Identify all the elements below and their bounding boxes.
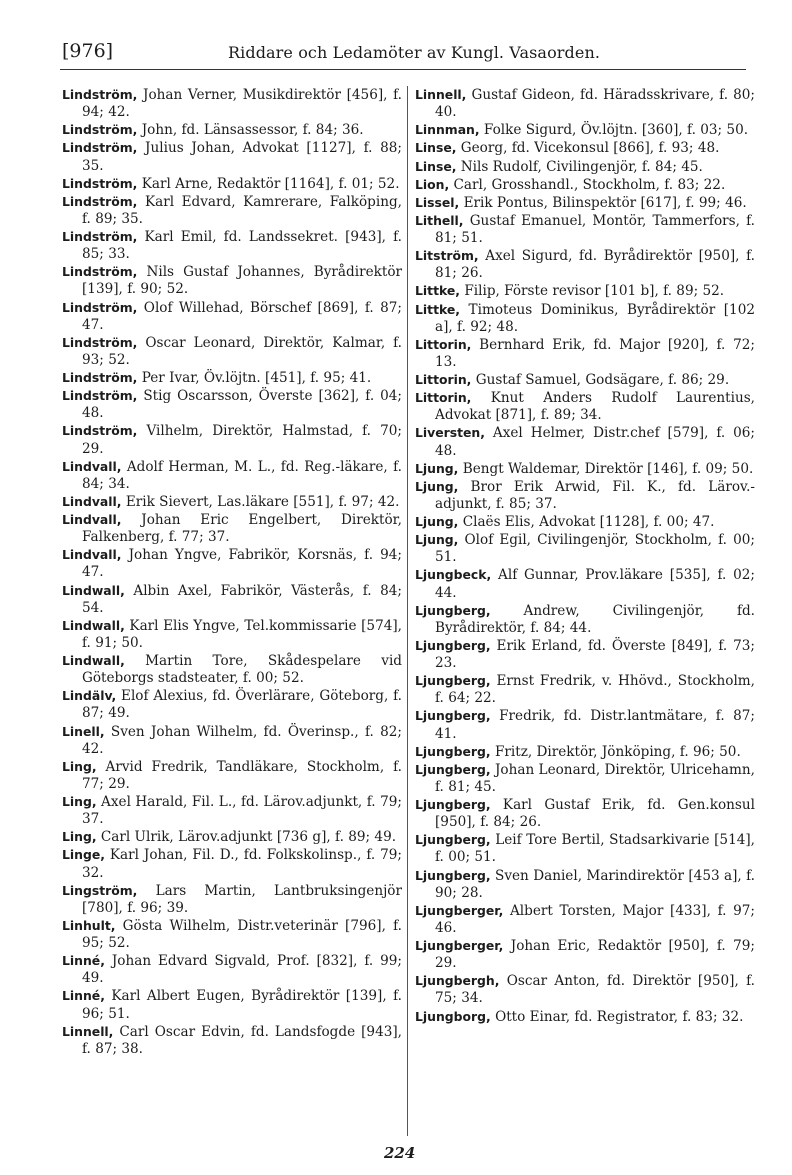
register-entry — [62, 299, 402, 334]
column-divider — [407, 86, 408, 1136]
right-column — [415, 86, 755, 1026]
entry-surname: Ljungberg, — [415, 708, 491, 724]
register-entry — [415, 566, 755, 601]
entry-surname: Linse, — [415, 140, 457, 156]
register-entry — [62, 617, 402, 652]
entry-surname: Lindström, — [62, 299, 138, 315]
entry-details: Karl Elis Yngve, Tel.kommissarie [574], f. 91; 50. — [82, 617, 402, 651]
entry-surname: Littke, — [415, 301, 461, 317]
folio-number: 224 — [384, 1144, 416, 1162]
register-entry — [62, 546, 402, 581]
entry-surname: Lindström, — [62, 264, 138, 280]
entry-details: Johan Leonard, Direktör, Ulricehamn, f. 81; 45. — [435, 761, 755, 795]
register-entry — [415, 158, 755, 176]
entry-surname: Lindvall, — [62, 493, 122, 509]
entry-details: Gustaf Gideon, fd. Häradsskrivare, f. 80; 40. — [435, 87, 755, 121]
entry-details: Karl Edvard, Kamrerare, Falköping, f. 89; 35. — [82, 193, 402, 227]
register-entry — [415, 139, 755, 157]
entry-surname: Lindälv, — [62, 688, 117, 704]
register-entry — [62, 758, 402, 793]
entry-details: Claës Elis, Advokat [1128], f. 00; 47. — [462, 514, 715, 530]
entry-surname: Ljungborg, — [415, 1008, 491, 1024]
entry-surname: Ljungberg, — [415, 743, 491, 759]
register-entry — [62, 422, 402, 457]
entry-details: Karl Arne, Redaktör [1164], f. 01; 52. — [141, 175, 400, 192]
entry-surname: Linnell, — [415, 87, 467, 102]
register-entry — [415, 478, 755, 513]
entry-details: Knut Anders Rudolf Laurentius, Advokat [871], f. 89; 34. — [435, 390, 756, 424]
entry-surname: Lindström, — [62, 175, 138, 191]
register-entry — [62, 582, 402, 617]
entry-details: Axel Sigurd, fd. Byrådirektör [950], f. 81; 26. — [435, 248, 755, 282]
entry-details: Bengt Waldemar, Direktör [146], f. 09; 50. — [462, 460, 754, 477]
entry-details: Andrew, Civilingenjör, fd. Byrådirektör, f. 84; 44. — [435, 602, 755, 636]
entry-surname: Lindström, — [62, 87, 138, 102]
entry-surname: Ljungberg, — [415, 673, 491, 689]
register-entry — [415, 282, 755, 300]
register-entry — [62, 369, 402, 387]
register-entry — [415, 761, 755, 796]
entry-surname: Lion, — [415, 176, 450, 192]
entry-details: Ernst Fredrik, v. Hhövd., Stockholm, f. 64; 22. — [435, 673, 755, 707]
entry-details: Johan Eric Engelbert, Direktör, Falkenberg, f. 77; 37. — [82, 512, 402, 546]
register-entry — [62, 193, 402, 228]
left-column — [62, 86, 402, 1058]
entry-details: Filip, Förste revisor [101 b], f. 89; 52. — [464, 283, 725, 300]
register-entry — [62, 511, 402, 546]
entry-details: Martin Tore, Skådespelare vid Göteborgs stadsteater, f. 00; 52. — [82, 653, 402, 687]
entry-details: Sven Johan Wilhelm, fd. Överinsp., f. 82; 42. — [82, 723, 403, 757]
entry-details: Karl Albert Eugen, Byrådirektör [139], f. 96; 51. — [82, 988, 402, 1022]
page-number: [976] — [62, 40, 114, 62]
entry-surname: Lindvall, — [62, 512, 122, 527]
entry-details: Karl Johan, Fil. D., fd. Folkskolinsp., f. 79; 32. — [82, 847, 402, 881]
register-entry — [62, 121, 402, 139]
register-entry — [62, 493, 402, 511]
entry-details: Gustaf Emanuel, Montör, Tammerfors, f. 81; 51. — [435, 212, 755, 246]
register-entry — [415, 1008, 755, 1026]
entry-details: Bernhard Erik, fd. Major [920], f. 72; 13. — [435, 336, 755, 370]
entry-surname: Lindström, — [62, 334, 138, 350]
register-entry — [62, 952, 402, 987]
register-entry — [62, 334, 402, 369]
entry-surname: Liversten, — [415, 425, 485, 441]
register-entry — [415, 176, 755, 194]
entry-details: Gösta Wilhelm, Distr.veterinär [796], f. 95; 52. — [82, 917, 402, 951]
entry-surname: Ljung, — [415, 532, 459, 548]
entry-details: Axel Harald, Fil. L., fd. Lärov.adjunkt, f. 79; 37. — [82, 794, 402, 828]
register-entry — [415, 389, 755, 424]
register-entry — [415, 121, 755, 139]
register-entry — [415, 867, 755, 902]
register-entry — [62, 882, 402, 917]
entry-details: Axel Helmer, Distr.chef [579], f. 06; 48. — [435, 425, 756, 459]
register-entry — [415, 194, 755, 212]
entry-details: Vilhelm, Direktör, Halmstad, f. 70; 29. — [82, 423, 402, 457]
running-title: Riddare och Ledamöter av Kungl. Vasaorden. — [228, 43, 601, 62]
register-entry — [62, 175, 402, 193]
entry-surname: Lindström, — [62, 229, 138, 244]
register-entry — [415, 937, 755, 972]
entry-surname: Linge, — [62, 847, 105, 863]
entry-surname: Ljungberger, — [415, 902, 504, 918]
register-entry — [415, 972, 755, 1007]
entry-surname: Ling, — [62, 829, 97, 845]
register-entry — [62, 139, 402, 174]
entry-details: Johan Edvard Sigvald, Prof. [832], f. 99; 49. — [82, 953, 402, 987]
register-entry — [62, 723, 402, 758]
entry-details: Albert Torsten, Major [433], f. 97; 46. — [435, 902, 755, 936]
entry-details: Bror Erik Arwid, Fil. K., fd. Lärov.-adjunkt, f. 85; 37. — [435, 478, 755, 512]
entry-details: Carl Ulrik, Lärov.adjunkt [736 g], f. 89; 49. — [100, 829, 397, 846]
register-entry — [415, 247, 755, 282]
register-entry — [415, 513, 755, 531]
register-entry — [62, 687, 402, 722]
entry-surname: Lithell, — [415, 212, 464, 228]
entry-surname: Lindström, — [62, 370, 138, 385]
register-entry — [62, 846, 402, 881]
entry-surname: Linné, — [62, 988, 105, 1004]
entry-surname: Lindström, — [62, 388, 138, 404]
register-entry — [415, 672, 755, 707]
register-entry — [415, 707, 755, 742]
entry-details: Oscar Leonard, Direktör, Kalmar, f. 93; 52. — [82, 334, 402, 368]
entry-surname: Linse, — [415, 158, 457, 174]
entry-details: Erik Erland, fd. Överste [849], f. 73; 23. — [435, 637, 755, 671]
entry-surname: Ljungberg, — [415, 602, 491, 618]
entry-details: Johan Verner, Musikdirektör [456], f. 94; 42. — [82, 87, 402, 121]
entry-surname: Ljungbergh, — [415, 973, 500, 989]
register-entry — [415, 301, 755, 336]
entry-surname: Ljungbeck, — [415, 567, 492, 583]
register-entry — [415, 86, 755, 121]
header-rule — [60, 69, 746, 70]
entry-details: Arvid Fredrik, Tandläkare, Stockholm, f. 77; 29. — [82, 758, 402, 792]
entry-details: Karl Gustaf Erik, fd. Gen.konsul [950], f. 84; 26. — [435, 797, 755, 831]
entry-details: Leif Tore Bertil, Stadsarkivarie [514], f. 00; 51. — [435, 832, 755, 866]
entry-surname: Ljung, — [415, 460, 459, 476]
entry-details: Erik Pontus, Bilinspektör [617], f. 99; 46. — [463, 194, 747, 211]
entry-surname: Ljungberg, — [415, 797, 491, 812]
register-entry — [415, 531, 755, 566]
entry-details: Stig Oscarsson, Överste [362], f. 04; 48. — [82, 388, 402, 422]
entry-surname: Ljungberg, — [415, 637, 491, 653]
entry-surname: Ling, — [62, 794, 97, 809]
entry-details: Carl Oscar Edvin, fd. Landsfogde [943], f. 87; 38. — [82, 1023, 402, 1057]
entry-details: John, fd. Länsassessor, f. 84; 36. — [141, 122, 364, 139]
entry-details: Gustaf Samuel, Godsägare, f. 86; 29. — [475, 372, 730, 388]
register-entry — [415, 602, 755, 637]
entry-details: Olof Willehad, Börschef [869], f. 87; 47. — [82, 299, 402, 333]
entry-details: Julius Johan, Advokat [1127], f. 88; 35. — [82, 140, 402, 174]
register-entry — [62, 652, 402, 687]
entry-details: Lars Martin, Lantbruksingenjör [780], f. 96; 39. — [82, 882, 402, 916]
register-entry — [62, 987, 402, 1022]
entry-surname: Littorin, — [415, 390, 472, 406]
entry-details: Folke Sigurd, Öv.löjtn. [360], f. 03; 50. — [483, 122, 749, 139]
entry-surname: Lindwall, — [62, 653, 125, 668]
entry-surname: Linell, — [62, 723, 105, 739]
entry-details: Carl, Grosshandl., Stockholm, f. 83; 22. — [453, 176, 726, 193]
entry-surname: Lissel, — [415, 194, 460, 210]
entry-details: Karl Emil, fd. Landssekret. [943], f. 85; 33. — [82, 229, 402, 263]
entry-surname: Linhult, — [62, 917, 116, 933]
entry-details: Adolf Herman, M. L., fd. Reg.-läkare, f. 84; 34. — [82, 458, 402, 492]
register-entry — [415, 831, 755, 866]
entry-details: Nils Rudolf, Civilingenjör, f. 84; 45. — [460, 158, 703, 175]
entry-details: Johan Eric, Redaktör [950], f. 79; 29. — [435, 938, 755, 972]
entry-surname: Ljungberg, — [415, 832, 491, 848]
entry-details: Oscar Anton, fd. Direktör [950], f. 75; 34. — [435, 973, 755, 1007]
register-entry — [415, 424, 755, 459]
entry-details: Nils Gustaf Johannes, Byrådirektör [139], f. 90; 52. — [82, 264, 403, 298]
register-entry — [415, 371, 755, 389]
entry-details: Alf Gunnar, Prov.läkare [535], f. 02; 44. — [435, 567, 755, 601]
entry-surname: Lingström, — [62, 882, 138, 898]
entry-surname: Lindström, — [62, 122, 138, 138]
entry-details: Otto Einar, fd. Registrator, f. 83; 32. — [495, 1008, 744, 1025]
entry-surname: Lindström, — [62, 140, 138, 156]
entry-details: Erik Sievert, Las.läkare [551], f. 97; 42. — [125, 493, 400, 510]
register-entry — [415, 460, 755, 478]
entry-details: Johan Yngve, Fabrikör, Korsnäs, f. 94; 47. — [82, 547, 402, 581]
entry-surname: Lindström, — [62, 193, 138, 209]
entry-surname: Lindvall, — [62, 547, 122, 563]
entry-surname: Litström, — [415, 248, 479, 264]
entry-surname: Lindström, — [62, 423, 138, 439]
entry-details: Elof Alexius, fd. Överlärare, Göteborg, f. 87; 49. — [82, 688, 402, 722]
entry-surname: Littorin, — [415, 372, 472, 387]
register-entry — [62, 228, 402, 263]
entry-details: Sven Daniel, Marindirektör [453 a], f. 90; 28. — [435, 867, 755, 901]
entry-surname: Lindwall, — [62, 617, 125, 633]
register-entry — [62, 793, 402, 828]
register-entry — [62, 86, 402, 121]
register-entry — [62, 458, 402, 493]
register-entry — [415, 796, 755, 831]
entry-surname: Littke, — [415, 283, 461, 299]
entry-surname: Linné, — [62, 953, 105, 969]
register-entry — [62, 263, 402, 298]
register-entry — [415, 212, 755, 247]
entry-details: Timoteus Dominikus, Byrådirektör [102 a], f. 92; 48. — [435, 301, 755, 335]
entry-surname: Littorin, — [415, 336, 472, 352]
entry-details: Olof Egil, Civilingenjör, Stockholm, f. 00; 51. — [435, 532, 755, 566]
entry-surname: Linnell, — [62, 1023, 114, 1039]
entry-surname: Ljungberger, — [415, 938, 504, 953]
entry-details: Georg, fd. Vicekonsul [866], f. 93; 48. — [460, 140, 720, 157]
entry-surname: Ling, — [62, 758, 97, 774]
entry-surname: Lindwall, — [62, 582, 125, 598]
entry-details: Per Ivar, Öv.löjtn. [451], f. 95; 41. — [141, 370, 372, 386]
register-entry — [415, 743, 755, 761]
register-entry — [415, 637, 755, 672]
register-entry — [62, 1023, 402, 1058]
entry-surname: Lindvall, — [62, 458, 122, 474]
register-entry — [62, 387, 402, 422]
entry-surname: Ljungberg, — [415, 867, 491, 883]
register-entry — [62, 917, 402, 952]
register-entry — [62, 828, 402, 846]
register-entry — [415, 902, 755, 937]
entry-surname: Ljungberg, — [415, 761, 491, 777]
entry-surname: Ljung, — [415, 478, 459, 494]
entry-surname: Ljung, — [415, 514, 459, 529]
entry-details: Fritz, Direktör, Jönköping, f. 96; 50. — [494, 743, 741, 760]
entry-details: Albin Axel, Fabrikör, Västerås, f. 84; 54. — [82, 582, 402, 616]
entry-details: Fredrik, fd. Distr.lantmätare, f. 87; 41. — [435, 708, 755, 742]
entry-surname: Linnman, — [415, 122, 480, 138]
register-entry — [415, 336, 755, 371]
